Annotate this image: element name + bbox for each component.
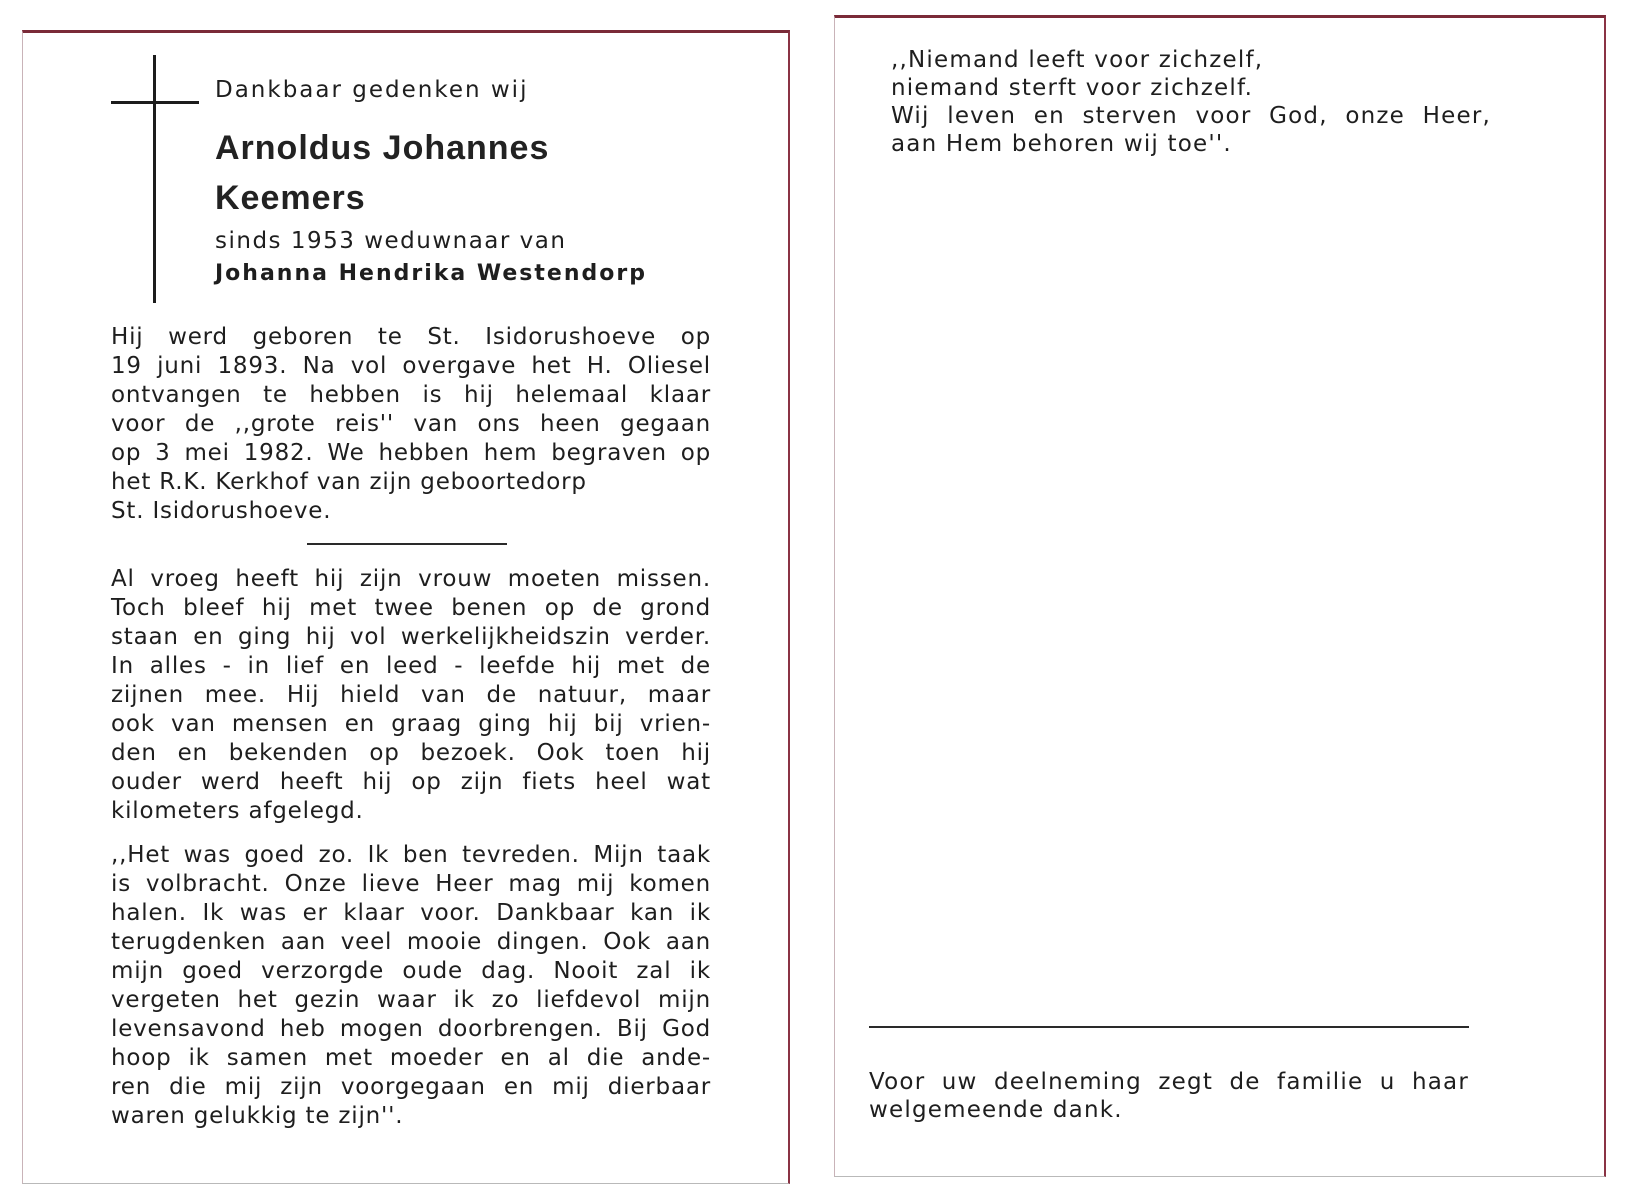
- paragraph-line: ontvangen te hebben is hij helemaal klaar: [111, 382, 711, 408]
- thanks-line: Voor uw deelneming zegt de familie u haar: [869, 1069, 1469, 1095]
- thanks-line: welgemeende dank.: [869, 1097, 1123, 1123]
- paragraph-line: mijn goed verzorgde oude dag. Nooit zal ik: [111, 958, 711, 984]
- widower-line: sinds 1953 weduwnaar van: [215, 228, 567, 254]
- paragraph-line: den en bekenden op bezoek. Ook toen hij: [111, 740, 711, 766]
- paragraph-line: ren die mij zijn voorgegaan en mij dierbaar: [111, 1074, 711, 1100]
- paragraph-line: waren gelukkig te zijn''.: [111, 1103, 404, 1129]
- spouse-name: Johanna Hendrika Westendorp: [215, 261, 647, 286]
- bible-verse: [891, 46, 1491, 158]
- cross-vertical-bar: [153, 55, 156, 303]
- verse-line: Wij leven en sterven voor God, onze Heer,: [891, 103, 1491, 129]
- paragraph-line: levensavond heb mogen doorbrengen. Bij God: [111, 1016, 711, 1042]
- paragraph-line: Al vroeg heeft hij zijn vrouw moeten missen.: [111, 566, 711, 592]
- cross-horizontal-bar: [111, 101, 199, 104]
- paragraph-line: halen. Ik was er klaar voor. Dankbaar kan ik: [111, 900, 711, 926]
- paragraph-line: kilometers afgelegd.: [111, 798, 364, 824]
- paragraph-line: op 3 mei 1982. We hebben hem begraven op: [111, 440, 711, 466]
- verse-line: niemand sterft voor zichzelf.: [891, 75, 1254, 101]
- paragraph-line: hoop ik samen met moeder en al die ande-: [111, 1045, 711, 1071]
- deceased-name-line1: Arnoldus Johannes: [215, 129, 550, 167]
- paragraph-line: ,,Het was goed zo. Ik ben tevreden. Mijn taak: [111, 842, 711, 868]
- paragraph-line: In alles - in lief en leed - leefde hij met de: [111, 653, 711, 679]
- family-thanks: [869, 1068, 1469, 1124]
- deceased-name: [215, 123, 549, 223]
- paragraph-line: 19 juni 1893. Na vol overgave het H. Oliesel: [111, 353, 711, 379]
- memorial-card-front: [22, 30, 790, 1184]
- paragraph-line: terugdenken aan veel mooie dingen. Ook aan: [111, 929, 711, 955]
- paragraph-line: staan en ging hij vol werkelijkheidszin verder.: [111, 624, 711, 650]
- section-divider: [869, 1026, 1469, 1028]
- memorial-card-back: [834, 15, 1606, 1177]
- paragraph-line: is volbracht. Onze lieve Heer mag mij komen: [111, 871, 711, 897]
- paragraph-line: Toch bleef hij met twee benen op de grond: [111, 595, 711, 621]
- life-paragraph: [111, 565, 711, 826]
- paragraph-line: het R.K. Kerkhof van zijn geboortedorp: [111, 469, 587, 495]
- verse-line: ,,Niemand leeft voor zichzelf,: [891, 47, 1264, 73]
- biography-paragraph: [111, 323, 711, 526]
- paragraph-line: voor de ,,grote reis'' van ons heen gegaan: [111, 411, 711, 437]
- paragraph-line: vergeten het gezin waar ik zo liefdevol mijn: [111, 987, 711, 1013]
- verse-line: aan Hem behoren wij toe''.: [891, 131, 1232, 157]
- section-divider: [307, 543, 507, 545]
- quote-paragraph: [111, 841, 711, 1131]
- paragraph-line: Hij werd geboren te St. Isidorushoeve op: [111, 324, 711, 350]
- paragraph-line: zijnen mee. Hij hield van de natuur, maar: [111, 682, 711, 708]
- intro-text: Dankbaar gedenken wij: [215, 77, 529, 103]
- paragraph-line: St. Isidorushoeve.: [111, 498, 332, 524]
- paragraph-line: ouder werd heeft hij op zijn fiets heel wat: [111, 769, 711, 795]
- deceased-name-line2: Keemers: [215, 179, 366, 217]
- paragraph-line: ook van mensen en graag ging hij bij vrien-: [111, 711, 711, 737]
